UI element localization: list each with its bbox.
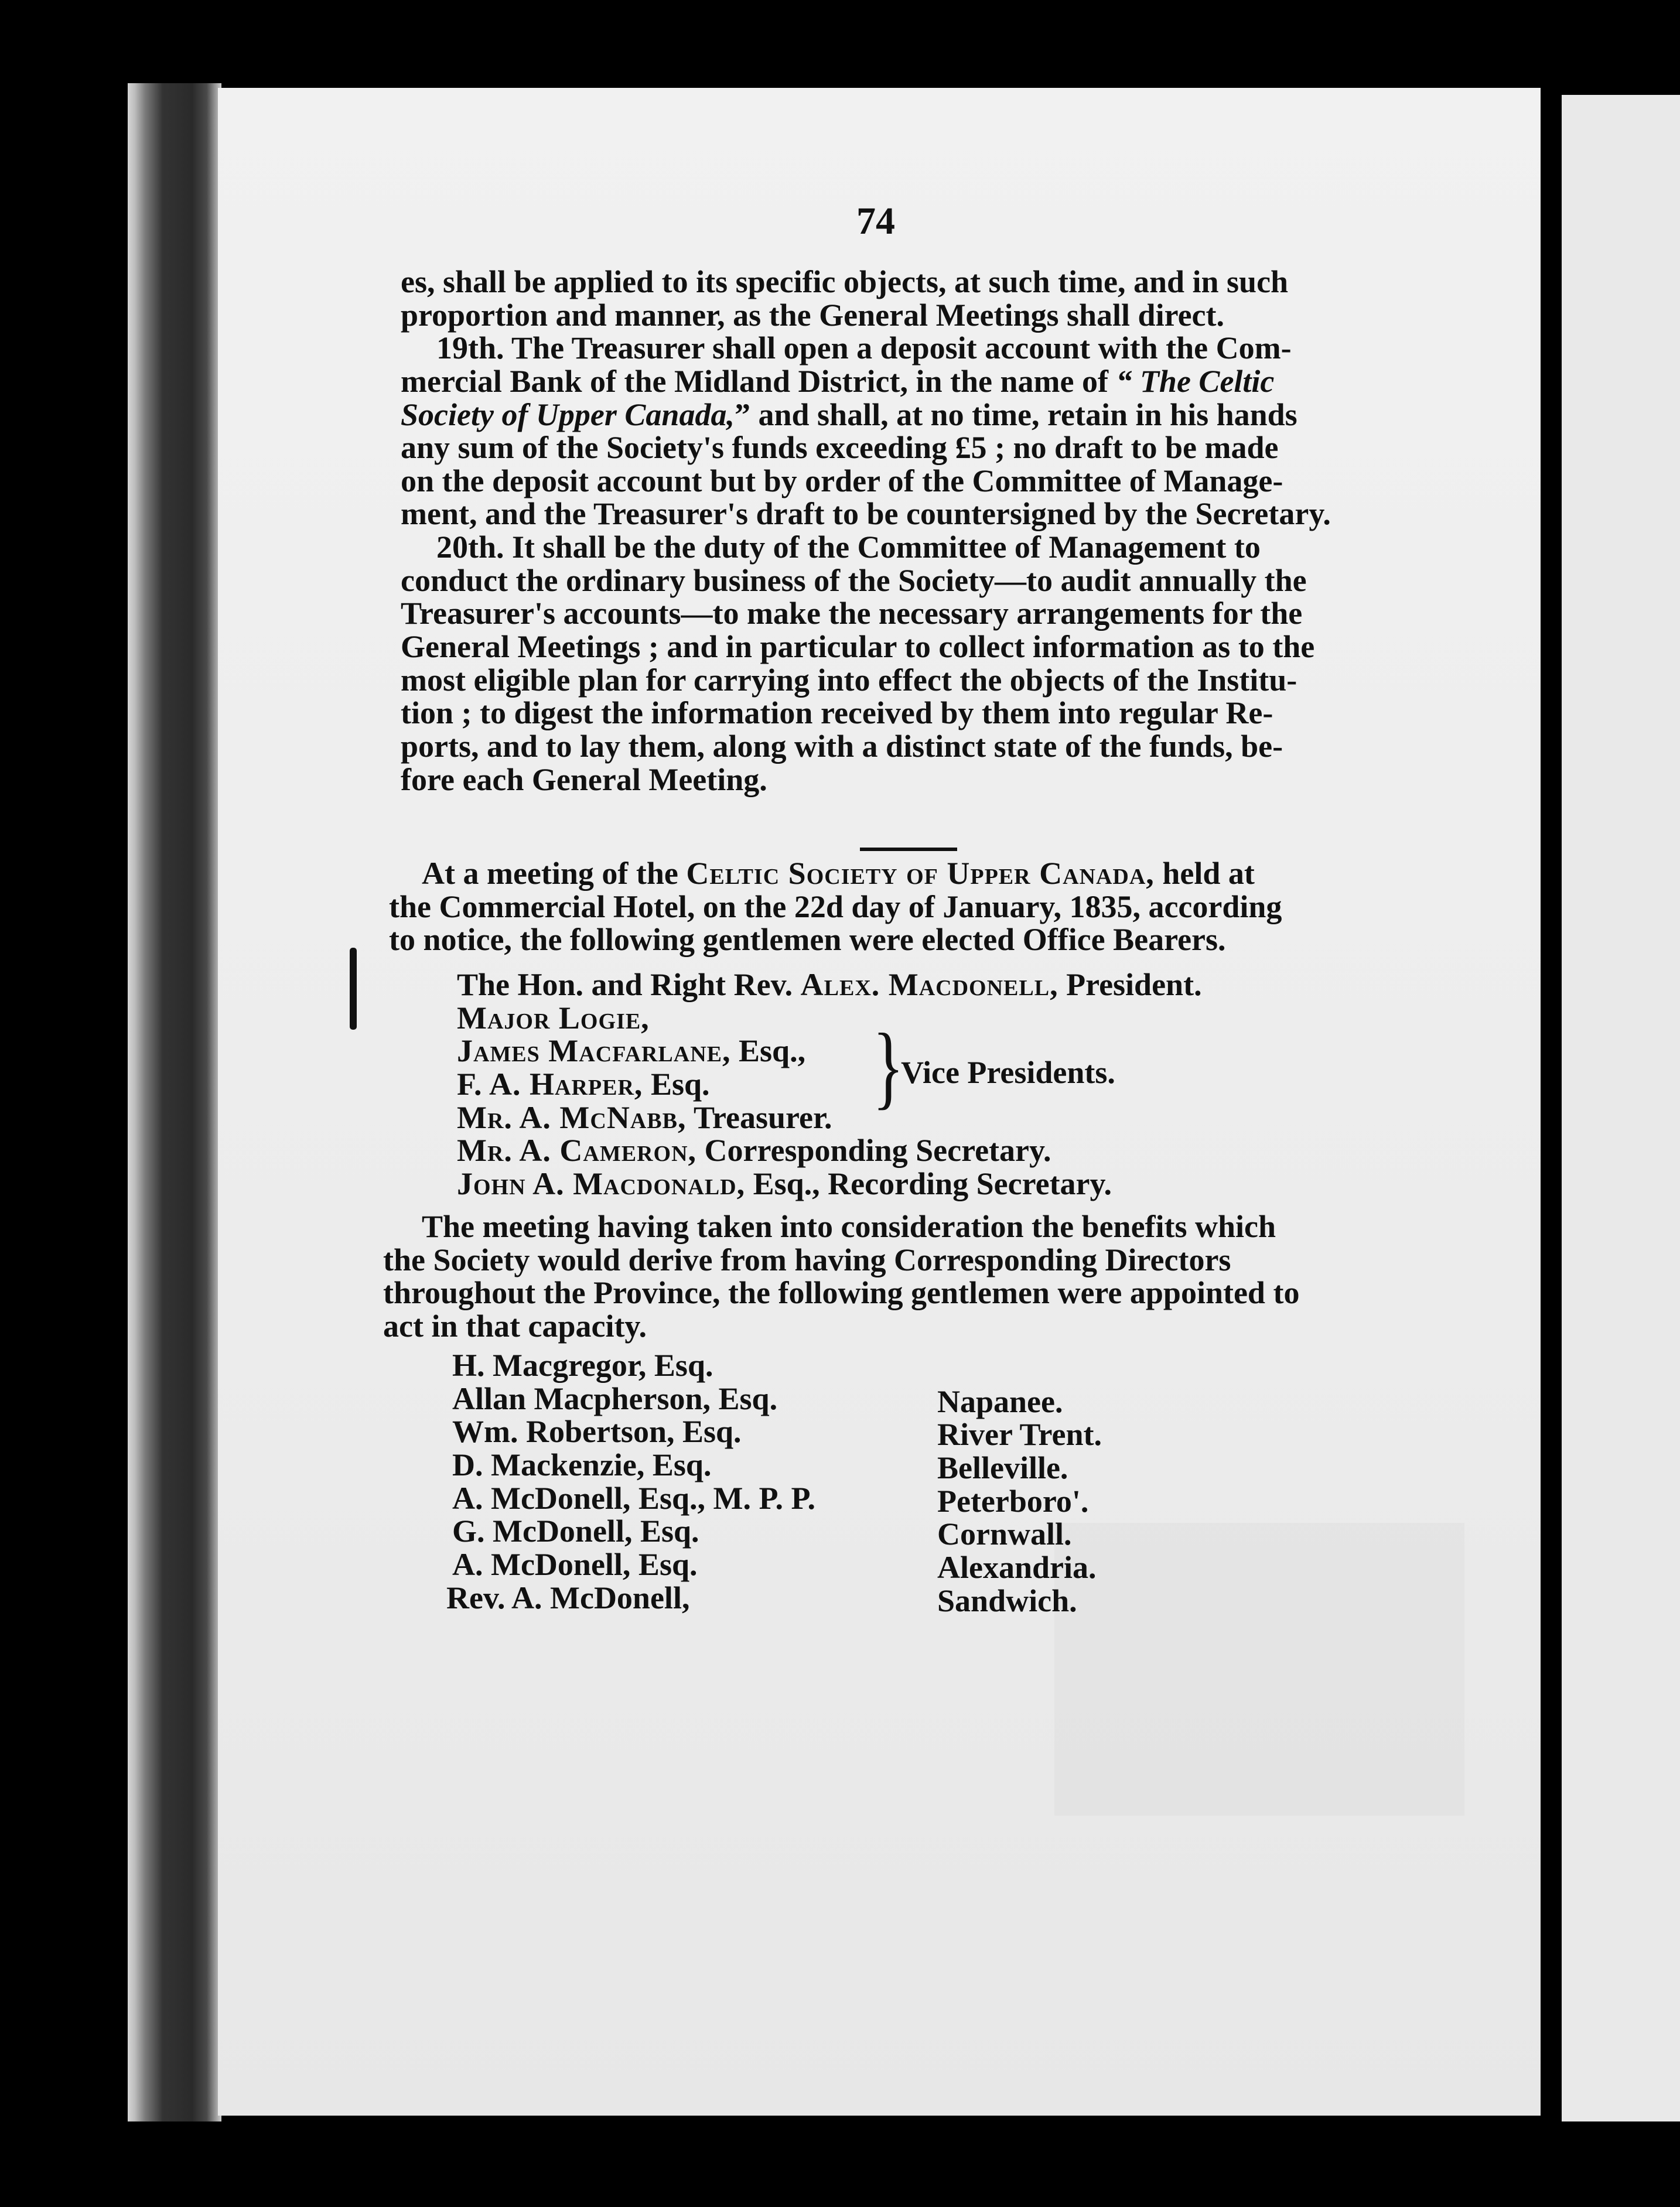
officer-vp: [457, 1000, 650, 1036]
paragraph-line: conduct the ordinary business of the Society—to audit annually the: [401, 563, 1307, 598]
officer-role: Corresponding Secretary.: [696, 1133, 1051, 1168]
meeting-text: At a meeting of the: [422, 856, 678, 891]
paragraph-line: General Meetings ; and in particular to collect information as to the: [401, 629, 1315, 664]
officer-role: Treasurer.: [686, 1100, 832, 1135]
officer-role: President.: [1058, 967, 1202, 1002]
director-place: Belleville.: [937, 1450, 1068, 1485]
society-name-smallcaps: Celtic Society of Upper Canada,: [686, 856, 1155, 891]
officer-name: John A. Macdonald,: [457, 1166, 746, 1201]
officer-name: F. A. Harper,: [457, 1067, 643, 1102]
paragraph-text: mercial Bank of the Midland District, in the name of: [401, 364, 1108, 399]
vice-presidents-label: Vice Presidents.: [901, 1055, 1115, 1090]
director-name: Wm. Robertson, Esq.: [452, 1414, 742, 1449]
page-gutter: [1541, 88, 1562, 2116]
director-place: Sandwich.: [937, 1583, 1077, 1618]
paragraph-line: [401, 397, 1297, 433]
closing-line: the Society would derive from having Corresponding Directors: [383, 1242, 1231, 1277]
paragraph-line: ports, and to lay them, along with a distinct state of the funds, be-: [401, 729, 1283, 764]
officer-name: Major Logie,: [457, 1000, 650, 1036]
director-place: River Trent.: [937, 1417, 1102, 1452]
paragraph-line: [401, 363, 1274, 399]
officer-president: [457, 966, 1202, 1003]
section-divider: [860, 848, 957, 851]
officer-role: Esq., Recording Secretary.: [745, 1166, 1112, 1201]
director-name: A. McDonell, Esq., M. P. P.: [452, 1481, 816, 1516]
margin-mark: [350, 948, 357, 1030]
paragraph-line: 20th. It shall be the duty of the Committee of Management to: [436, 529, 1261, 565]
officer-title: The Hon. and Right Rev.: [457, 967, 793, 1002]
officer-name: James Macfarlane,: [457, 1033, 731, 1068]
book-binding: [128, 83, 221, 2121]
officer-treasurer: [457, 1099, 832, 1136]
officer-vp: [457, 1066, 710, 1102]
society-name-italic: “ The Celtic: [1116, 364, 1275, 399]
officer-corresponding-secretary: [457, 1132, 1051, 1169]
paragraph-line: es, shall be applied to its specific objects, at such time, and in such: [401, 264, 1289, 299]
paragraph-line: on the deposit account but by order of the Committee of Manage-: [401, 463, 1283, 498]
director-name: A. McDonell, Esq.: [452, 1547, 698, 1582]
director-place: Napanee.: [937, 1384, 1063, 1419]
officer-suffix: Esq.,: [730, 1033, 806, 1068]
meeting-line: the Commercial Hotel, on the 22d day of January, 1835, according: [389, 889, 1282, 924]
meeting-line: [422, 855, 1255, 891]
director-name: Rev. A. McDonell,: [446, 1580, 690, 1615]
director-name: H. Macgregor, Esq.: [452, 1348, 713, 1383]
paragraph-line: 19th. The Treasurer shall open a deposit account with the Com-: [436, 330, 1292, 365]
meeting-line: to notice, the following gentlemen were elected Office Bearers.: [389, 922, 1226, 957]
paragraph-line: fore each General Meeting.: [401, 762, 767, 797]
director-place: Alexandria.: [937, 1550, 1097, 1585]
paragraph-text: ” and shall, at no time, retain in his hands: [734, 397, 1297, 432]
paragraph-line: Treasurer's accounts—to make the necessary arrangements for the: [401, 596, 1303, 631]
closing-line: throughout the Province, the following gentlemen were appointed to: [383, 1275, 1300, 1310]
society-name-italic: Society of Upper Canada,: [401, 397, 735, 432]
director-place: Peterboro'.: [937, 1484, 1089, 1519]
director-name: Allan Macpherson, Esq.: [452, 1381, 778, 1416]
paragraph-line: proportion and manner, as the General Meetings shall direct.: [401, 298, 1225, 333]
paragraph-line: tion ; to digest the information received by them into regular Re-: [401, 695, 1273, 730]
facing-page: [1562, 95, 1680, 2121]
paragraph-line: any sum of the Society's funds exceeding £5 ; no draft to be made: [401, 430, 1279, 465]
closing-line: act in that capacity.: [383, 1309, 647, 1344]
officer-recording-secretary: [457, 1166, 1112, 1202]
officer-name: Mr. A. Cameron,: [457, 1133, 697, 1168]
bleed-through: [1054, 1523, 1464, 1816]
brace-glyph: }: [872, 1014, 904, 1118]
closing-line: The meeting having taken into consideration the benefits which: [422, 1209, 1276, 1244]
meeting-text: held at: [1154, 856, 1255, 891]
paragraph-line: most eligible plan for carrying into effect the objects of the Institu-: [401, 662, 1297, 698]
page-number: 74: [856, 200, 895, 242]
director-name: D. Mackenzie, Esq.: [452, 1447, 712, 1482]
officer-name: Alex. Macdonell,: [800, 967, 1058, 1002]
director-name: G. McDonell, Esq.: [452, 1514, 699, 1549]
officer-name: Mr. A. McNabb,: [457, 1100, 687, 1135]
officer-suffix: Esq.: [643, 1067, 710, 1102]
officer-vp: [457, 1033, 805, 1069]
paragraph-line: ment, and the Treasurer's draft to be countersigned by the Secretary.: [401, 496, 1331, 531]
director-place: Cornwall.: [937, 1516, 1072, 1552]
